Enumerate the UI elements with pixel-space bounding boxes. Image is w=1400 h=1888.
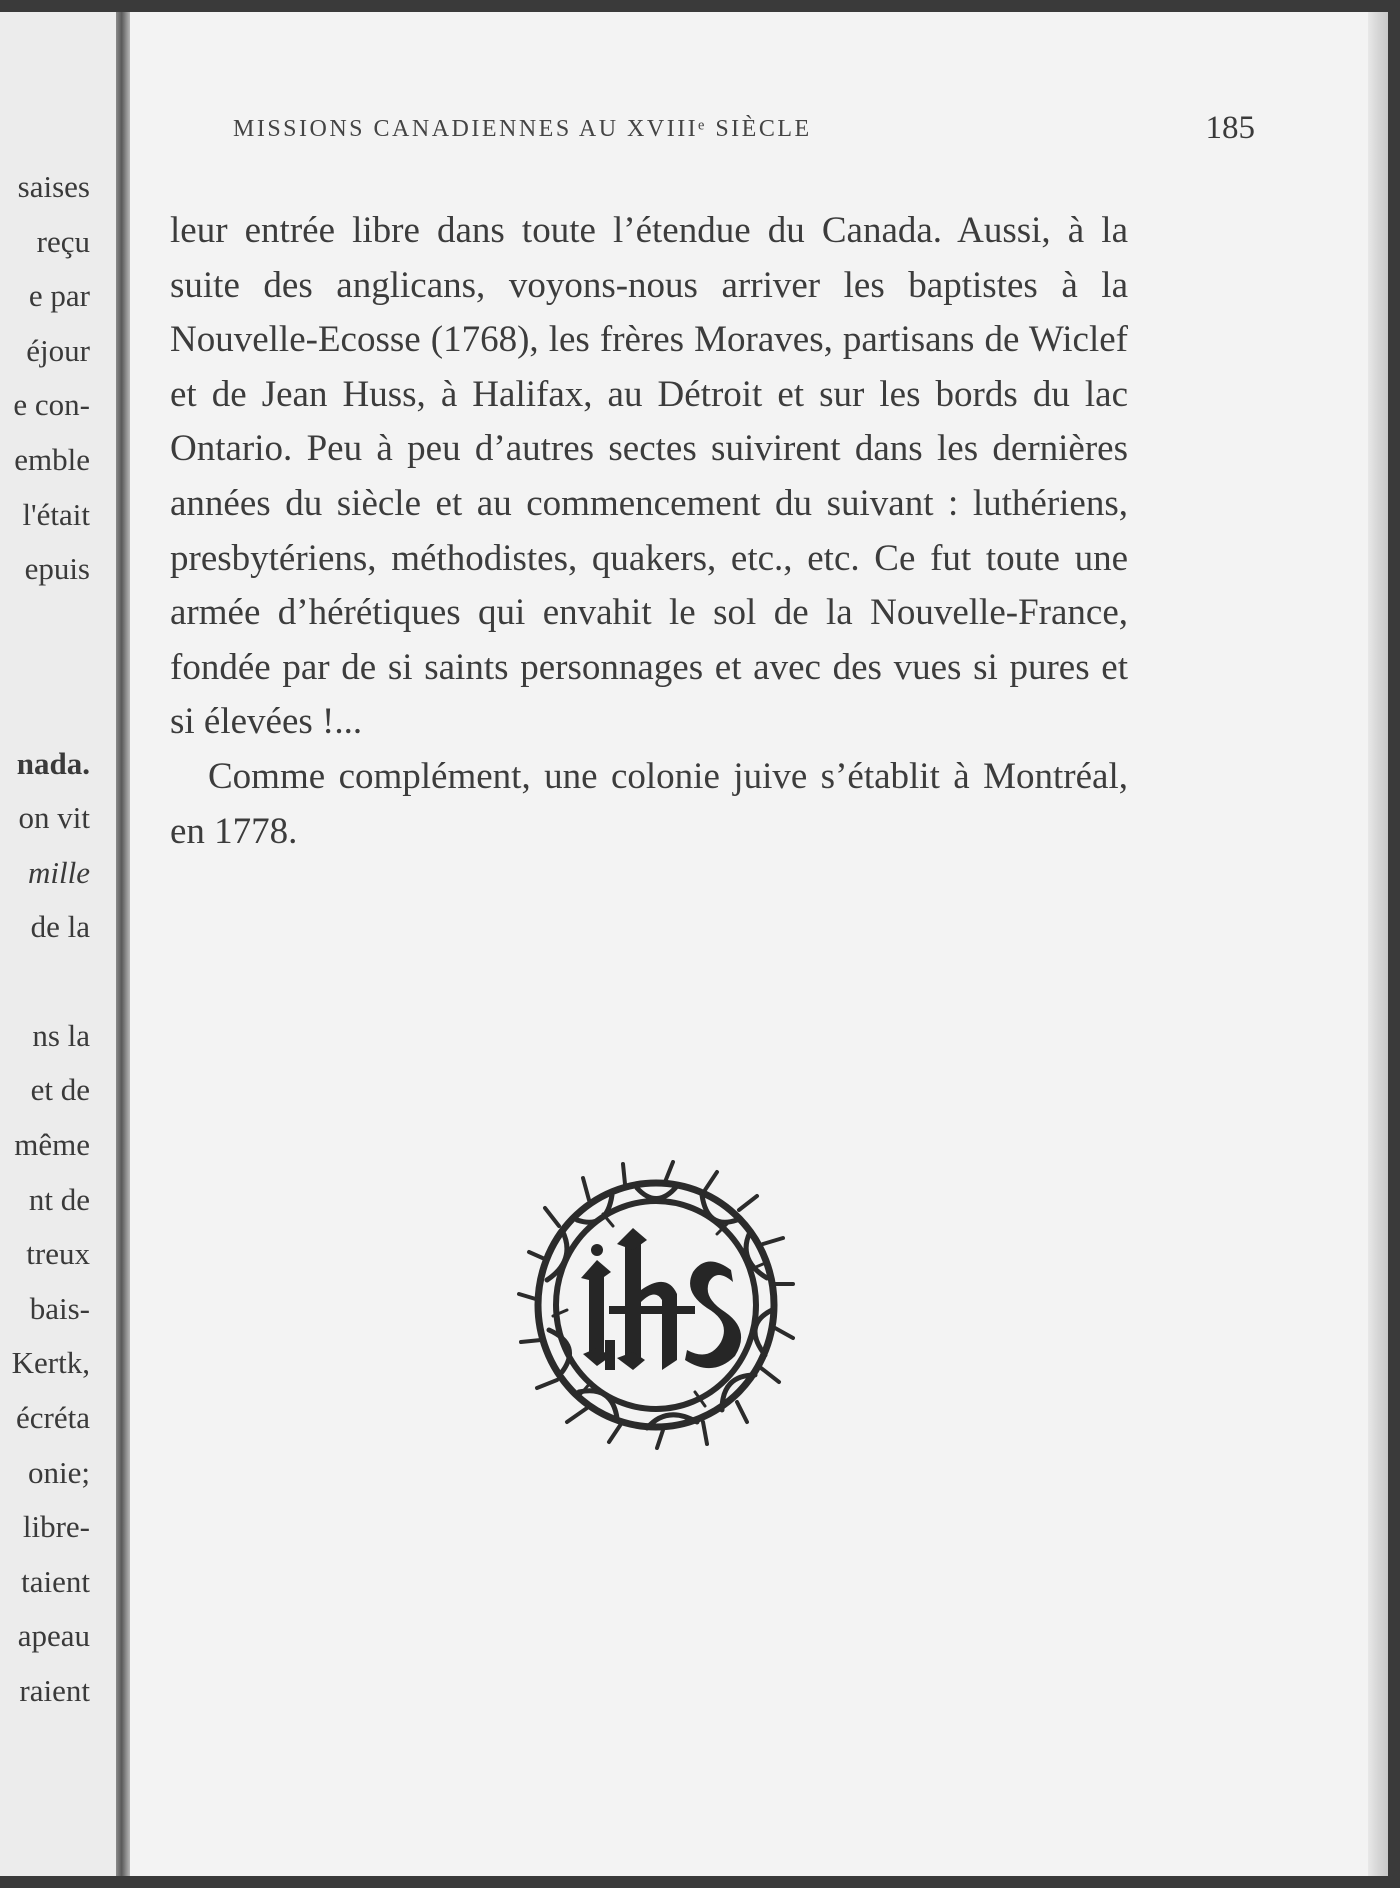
previous-page-line: epuis — [24, 551, 90, 586]
previous-page-line: Kertk, — [11, 1345, 90, 1380]
running-title: MISSIONS CANADIENNES AU XVIIIᵉ SIÈCLE — [233, 116, 812, 142]
previous-page-line: e con- — [13, 387, 90, 422]
book-page — [130, 12, 1368, 1876]
previous-page-line: nada. — [16, 746, 90, 781]
book-gutter — [116, 12, 130, 1876]
previous-page-line: saises — [17, 169, 90, 204]
previous-page-line: nt de — [28, 1182, 90, 1217]
paragraph: Comme complément, une colonie juive s’établit à Montréal, en 1778. — [170, 755, 1128, 852]
previous-page-line: éjour — [26, 333, 90, 368]
previous-page-line: de la — [30, 909, 90, 944]
previous-page-line: e par — [28, 278, 90, 313]
previous-page-line: emble — [14, 442, 90, 477]
previous-page-line: libre- — [22, 1509, 90, 1544]
previous-page-line: apeau — [17, 1618, 90, 1653]
page-header — [233, 110, 1255, 150]
scan-border — [0, 1876, 1400, 1888]
previous-page-line: l'était — [22, 497, 90, 532]
previous-page-line: ns la — [32, 1018, 90, 1053]
previous-page-fragment — [0, 12, 116, 1876]
previous-page-line: treux — [26, 1236, 90, 1271]
body-text — [170, 204, 1128, 859]
previous-page-line: taient — [21, 1564, 90, 1599]
previous-page-line: raient — [19, 1673, 90, 1708]
page-edge — [1368, 12, 1388, 1876]
previous-page-line: mille — [28, 855, 90, 890]
previous-page-line: on vit — [18, 800, 90, 835]
page-number: 185 — [1205, 110, 1255, 146]
scan-border — [0, 0, 1400, 12]
previous-page-line: et de — [30, 1072, 90, 1107]
previous-page-line: bais- — [29, 1291, 90, 1326]
previous-page-line: onie; — [28, 1455, 90, 1490]
paragraph: leur entrée libre dans toute l’étendue du Canada. Aussi, à la suite des anglicans, voyons-nous arriver les baptistes à la Nouvelle-Ecosse (1768), les frères Moraves, partisans de Wiclef et de Jean Huss, à Halifax, au Détroit et sur les bords du lac Ontario. Peu à peu d’autres sectes suivirent dans les dernières années du siècle et au commencement du suivant : luthériens, presbytériens, méthodistes, quakers, etc., etc. Ce fut toute une armée d’hérétiques qui envahit le sol de la Nouvelle-France, fondée par de si saints personnages et avec des vues si pures et si élevées !... — [170, 210, 1128, 743]
previous-page-line: écréta — [16, 1400, 90, 1435]
crown-of-thorns-ihs-icon — [517, 1160, 795, 1450]
previous-page-line: reçu — [36, 224, 90, 259]
previous-page-line: même — [14, 1127, 90, 1162]
scan-border — [1388, 0, 1400, 1888]
